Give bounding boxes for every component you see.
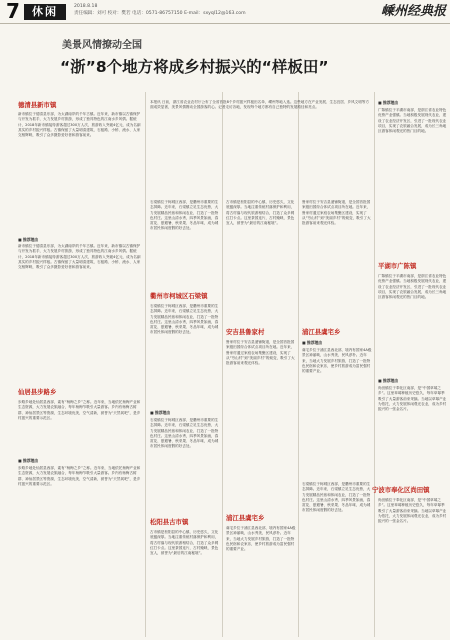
section-body: 广陈镇位于平湖市南部，是浙江省农业特色优势产业强镇。当地积极发展现代农业，建设了农业经济开发区，引进了一批现代农业项目，实现了农旅融合发展，成为长三角地区游客休闲观光的热门目的地。 xyxy=(378,274,447,300)
section-body: 古市镇是松阳县的中心镇，历史悠久，文化底蕴深厚。当地注重传统村落保护和利用，将古村落与现代旅游相结合，打造了众多网红打卡点。这里茶园连片，古村掩映，景色宜人，被誉为“最后的江南秘境”。 xyxy=(150,530,219,556)
section-body: 石梁镇位于柯城区西部，是衢州市重要的生态屏障。近年来，石梁镇立足生态优势，大力发展精品民宿和休闲农业，打造了一批特色村庄。这里山清水秀，四季风景如画，春赏花、夏避暑、秋采果、冬品年味，成为城市居民休闲度假的好去处。 xyxy=(150,418,219,449)
section-title: 德清县新市镇 xyxy=(18,101,57,109)
section-label: ■ 推荐理由 xyxy=(302,340,323,345)
section-label: 休闲 xyxy=(24,4,66,20)
section-title: 浦江县虞宅乡 xyxy=(302,328,341,336)
section-title: 仙居县步路乡 xyxy=(18,388,57,396)
section-body: 步路乡地处仙居县西部，素有“杨梅之乡”之称。近年来，当地依托杨梅产业和生态资源，大力发展农旅融合，每年杨梅节吸引大量游客。乡内有杨梅古树群、神仙居景区等资源，生态环境优美，空气清新，被誉为“天然氧吧”，是乡村振兴的重要示范区。 xyxy=(18,400,141,420)
section-body: 步路乡地处仙居县西部，素有“杨梅之乡”之称。近年来，当地依托杨梅产业和生态资源，大力发展农旅融合，每年杨梅节吸引大量游客。乡内有杨梅古树群、神仙居景区等资源，生态环境优美，空气清新，被誉为“天然氧吧”，是乡村振兴的重要示范区。 xyxy=(18,466,141,486)
proofreader: 校对：樊若 xyxy=(107,11,131,16)
section-body: 鲁家村位于安吉县递铺街道，是全国首批国家级田园综合体试点项目所在地。近年来，鲁家村通过家庭农场集聚区建设，实现了从“穷山村”到“美丽乡村”的蜕变，吸引了大批游客前来观光体验。 xyxy=(302,200,371,226)
page-header xyxy=(0,0,450,24)
header-meta xyxy=(74,3,246,17)
column-divider xyxy=(145,92,146,637)
section-title: 浦江县虞宅乡 xyxy=(226,514,265,522)
section-body: 鲁家村位于安吉县递铺街道，是全国首批国家级田园综合体试点项目所在地。近年来，鲁家村通过家庭农场集聚区建设，实现了从“穷山村”到“美丽乡村”的蜕变，吸引了大批游客前来观光体验。 xyxy=(226,340,295,366)
email: E-mail：sxyql12@163.com xyxy=(184,11,246,16)
section-body: 石梁镇位于柯城区西部，是衢州市重要的生态屏障。近年来，石梁镇立足生态优势，大力发展精品民宿和休闲农业，打造了一批特色村庄。这里山清水秀，四季风景如画，春赏花、夏避暑、秋采果、冬品年味，成为城市居民休闲度假的好去处。 xyxy=(150,304,219,335)
section-label: ■ 推荐理由 xyxy=(18,237,39,242)
section-title: 安吉县鲁家村 xyxy=(226,328,265,336)
section-body: 石梁镇位于柯城区西部，是衢州市重要的生态屏障。近年来，石梁镇立足生态优势，大力发展精品民宿和休闲农业，打造了一批特色村庄。这里山清水秀，四季风景如画，春赏花、夏避暑、秋采果、冬品年味，成为城市居民休闲度假的好去处。 xyxy=(150,200,219,231)
section-body: 古市镇是松阳县的中心镇，历史悠久，文化底蕴深厚。当地注重传统村落保护和利用，将古村落与现代旅游相结合，打造了众多网红打卡点。这里茶园连片，古村掩映，景色宜人，被誉为“最后的江南秘境”。 xyxy=(226,200,295,226)
section-body: 新市镇位于德清县东部，为太湖南岸的千年古镇。近年来，新市镇以古镇保护与开发为抓手，大力发展乡村旅游，形成了独具特色的江南水乡风情。据统计，2018年新市镇接待游客超过300万人次，旅游收入突破4亿元，成为名副其实的乡村振兴样板。古镇保留了大量明清建筑，石板路、小桥、流水、人家交相辉映，吸引了众多摄影爱好者和游客前来。 xyxy=(18,112,141,138)
section-title: 衢州市柯城区石梁镇 xyxy=(150,292,208,300)
section-body: 尚田镇位于奉化区南部，是“中国草莓之乡”。这里草莓种植历史悠久，每年草莓季吸引了大量游客前来采摘。当地以草莓产业为依托，大力发展休闲观光农业，成为乡村振兴的一张金名片。 xyxy=(378,386,447,412)
section-body: 广陈镇位于平湖市南部，是浙江省农业特色优势产业强镇。当地积极发展现代农业，建设了农业经济开发区，引进了一批现代农业项目，实现了农旅融合发展，成为长三角地区游客休闲观光的热门目的地。 xyxy=(378,108,447,134)
section-body: 尚田镇位于奉化区南部，是“中国草莓之乡”。这里草莓种植历史悠久，每年草莓季吸引了大量游客前来采摘。当地以草莓产业为依托，大力发展休闲观光农业，成为乡村振兴的一张金名片。 xyxy=(378,498,447,524)
headline: “浙”8个地方将成乡村振兴的“样板田” xyxy=(60,58,329,76)
section-body: 虞宅乡位于浦江县西北部，境内有国家4A级景区神丽峡，山水秀美，民风淳朴。近年来，当地大力发展乡村旅游，打造了一批特色民宿和农家乐，使乡村旅游成为富民强村的重要产业。 xyxy=(302,348,372,374)
issue-date: 2018.8.18 xyxy=(74,4,98,9)
section-label: ■ 推荐理由 xyxy=(378,100,399,105)
section-label: ■ 推荐理由 xyxy=(378,378,399,383)
section-title: 松阳县古市镇 xyxy=(150,518,189,526)
section-label: ■ 推荐理由 xyxy=(18,458,39,463)
section-body: 石梁镇位于柯城区西部，是衢州市重要的生态屏障。近年来，石梁镇立足生态优势，大力发展精品民宿和休闲农业，打造了一批特色村庄。这里山清水秀，四季风景如画，春赏花、夏避暑、秋采果、冬品年味，成为城市居民休闲度假的好去处。 xyxy=(302,482,371,513)
section-body: 新市镇位于德清县东部，为太湖南岸的千年古镇。近年来，新市镇以古镇保护与开发为抓手，大力发展乡村旅游，形成了独具特色的江南水乡风情。据统计，2018年新市镇接待游客超过300万人次，旅游收入突破4亿元，成为名副其实的乡村振兴样板。古镇保留了大量明清建筑，石板路、小桥、流水、人家交相辉映，吸引了众多摄影爱好者和游客前来。 xyxy=(18,244,141,270)
page-number: 7 xyxy=(6,0,20,23)
masthead: 嵊州经典报 xyxy=(380,4,446,19)
column-divider xyxy=(374,92,375,637)
editor: 责任编辑：刘可 xyxy=(74,11,107,16)
lead-paragraph: 本报讯 日前，浙江省农业农村厅公布了全省首批8个乡村振兴样板田名单，嵊州等地入选。这些地方在产业发展、生态宜居、乡风文明等方面成效显著，美景风情撩动全国游客的心。记者走访各地，发现每个地方都有自己独特的发展路径和亮点。 xyxy=(150,100,370,110)
phone: 电话：0571-86757150 xyxy=(132,11,183,16)
section-body: 虞宅乡位于浦江县西北部，境内有国家4A级景区神丽峡，山水秀美，民风淳朴。近年来，当地大力发展乡村旅游，打造了一批特色民宿和农家乐，使乡村旅游成为富民强村的重要产业。 xyxy=(226,526,296,552)
section-title: 宁波市奉化区尚田镇 xyxy=(372,486,430,494)
headline-kicker: 美景风情撩动全国 xyxy=(62,40,142,51)
section-title: 平湖市广陈镇 xyxy=(378,262,417,270)
section-label: ■ 推荐理由 xyxy=(150,410,171,415)
